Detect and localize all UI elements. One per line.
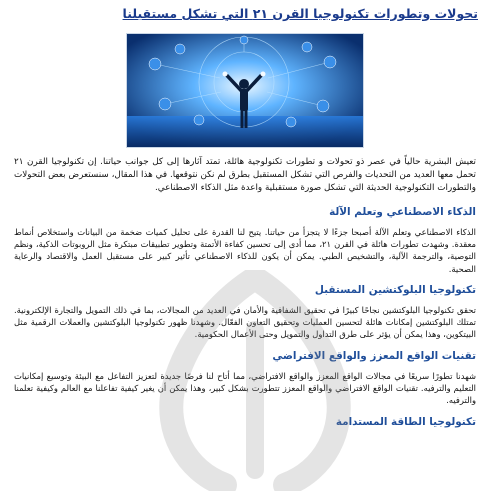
intro-paragraph: تعيش البشرية حالياً في عصر ذو تحولات و تطورات تكنولوجية هائلة، تمتد آثارها إلى كل جوانب حياتنا. إن تكنولوجيا القرن ٢١ تحمل معها العديد من التحديات والفرص التي تشكل المستقبل بطرق لم نكن نتوقعها. في هذا المقال، سنستعرض بعض التحولات والتطورات التكنولوجية الحديثة التي تشكل صورة مستقبلية واعدة مثل الذكاء الاصطناعي. [14,157,476,194]
article-title[interactable]: تحولات وتطورات تكنولوجيا القرن ٢١ التي تشكل مستقبلنا [122,6,478,21]
section-heading-sustainable-energy[interactable]: تكنولوجيا الطاقة المستدامة [335,415,476,428]
hero-illustration [126,34,363,148]
section-text-ai: الذكاء الاصطناعي وتعلم الآلة أصبحا جزءًا لا يتجزأ من حياتنا. يتيح لنا القدرة على تحليل كميات ضخمة من البيانات واستخلاص أنماط معقدة. وشهدت تطورات هائلة في القرن ٢١، مما أدى إلى تحسين كفاءة الأتمتة وتطوير تطبيقات مبتكرة مثل الروبوتات الذكية، ونظم التوصية، والترجمة الآلية، والتشخيص الطبي. يمكن أن يكون للذكاء الاصطناعي تأثير كبير على مستقبل العمل والاقتصاد والرعاية الصحية. [14,226,476,274]
article-body [14,156,476,436]
section-text-blockchain: تحقق تكنولوجيا البلوكتشين نجاحًا كبيرًا في تحقيق الشفافية والأمان في العديد من المجالات، بما في ذلك التمويل والتجارة الإلكترونية. تمتلك البلوكتشين إمكانات هائلة لتحسين العمليات وتحقيق التعاون الفعّال. وشهدنا ظهور تكنولوجيا البلوكتشين والعملات الرقمية مثل البيتكوين، وهذا يمكن أن يؤثر على طرق التداول والتمويل وحتى الأعمال الحكومية. [14,304,476,340]
section-text-ar-vr: شهدنا تطورًا سريعًا في مجالات الواقع المعزز والواقع الافتراضي، مما أتاح لنا فرصًا جديدة لتعزيز التفاعل مع البيئة وتوسيع إمكانيات التعليم والترفيه. تقنيات الواقع الافتراضي والواقع المعزز تتطورت بشكل كبير، وهذا يمكن أن يغير كيفية تفاعلنا مع العالم وكيفية تعلمنا والترفيه. [14,370,476,406]
section-heading-ar-vr[interactable]: تقنيات الواقع المعزز والواقع الافتراضي [272,349,476,362]
section-heading-blockchain[interactable]: تكنولوجيا البلوكتشين المستقبل [314,283,476,296]
hero-image [126,33,364,148]
section-heading-ai[interactable]: الذكاء الاصطناعي وتعلم الآلة [329,205,476,218]
